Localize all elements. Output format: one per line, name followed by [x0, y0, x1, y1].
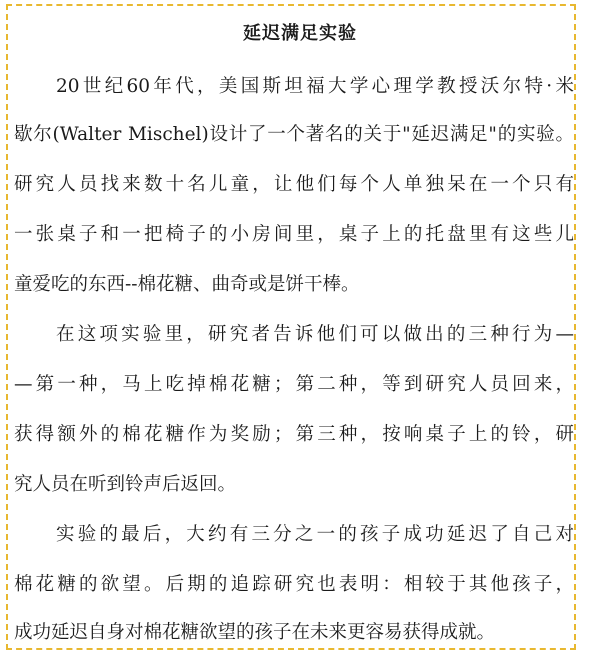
- paragraph-3-line-3: 成功延迟自身对棉花糖欲望的孩子在未来更容易获得成就。: [14, 622, 496, 643]
- paragraph-3-line-1: 实验的最后，大约有三分之一的孩子成功延迟了自己对: [56, 524, 574, 545]
- article-title: 延迟满足实验: [243, 23, 357, 44]
- paragraph-1-line-3: 研究人员找来数十名儿童，让他们每个人单独呆在一个只有: [14, 174, 574, 195]
- paragraph-2-line-3: 获得额外的棉花糖作为奖励；第三种，按响桌子上的铃，研: [14, 424, 574, 445]
- paragraph-2-line-2: —第一种，马上吃掉棉花糖；第二种，等到研究人员回来，: [14, 374, 574, 395]
- paragraph-1-line-1: 20世纪60年代，美国斯坦福大学心理学教授沃尔特·米: [56, 76, 574, 97]
- paragraph-3-line-2: 棉花糖的欲望。后期的追踪研究也表明：相较于其他孩子，: [14, 574, 574, 595]
- paragraph-2-line-4: 究人员在听到铃声后返回。: [14, 474, 237, 495]
- paragraph-1-line-2: 歇尔(Walter Mischel)设计了一个著名的关于"延迟满足"的实验。: [14, 124, 574, 145]
- paragraph-2-line-1: 在这项实验里，研究者告诉他们可以做出的三种行为—: [56, 324, 574, 345]
- paragraph-1-line-4: 一张桌子和一把椅子的小房间里，桌子上的托盘里有这些儿: [14, 224, 574, 245]
- paragraph-1-line-5: 童爱吃的东西--棉花糖、曲奇或是饼干棒。: [14, 274, 360, 295]
